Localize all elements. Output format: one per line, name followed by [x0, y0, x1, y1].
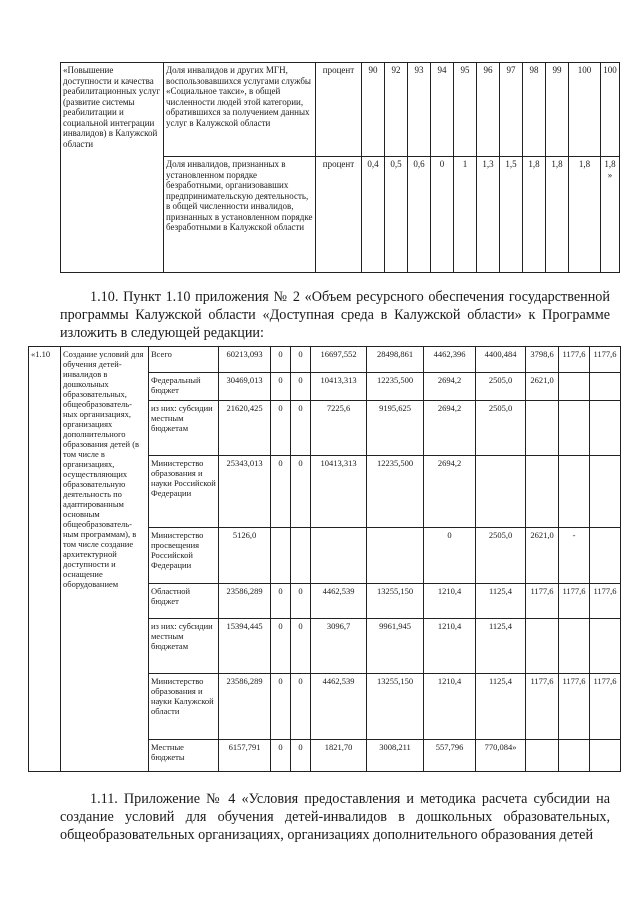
amount-cell: 13255,150 — [367, 674, 424, 740]
amount-cell: 0 — [271, 373, 291, 401]
amount-cell — [559, 456, 590, 528]
amount-cell: 0 — [291, 456, 311, 528]
amount-cell: 1125,4 — [476, 619, 526, 674]
amount-cell: 12235,500 — [367, 373, 424, 401]
amount-cell: 23586,289 — [219, 674, 271, 740]
amount-cell — [526, 619, 559, 674]
measure-description: Создание условий для обучения детей-инвалидов в дошкольных образовательных, общеобразователь-ных организациях, организациях дополнительного образования детей (в том числе в организациях, осуществляющих образовательную деятельность по адаптированным основным общеобразователь-ным программам), в том числе создание архитектурной доступности и оснащение оборудованием — [61, 347, 149, 772]
unit-cell: процент — [316, 157, 362, 273]
amount-cell — [590, 528, 621, 584]
value-cell: 0,6 — [408, 157, 431, 273]
value-cell: 1,8 — [569, 157, 601, 273]
indicator-name: Доля инвалидов, признанных в установленном порядке безработными, организовавших предпринимательскую деятельность, в общей численности инвалидов, признанных в установленном порядке безработными в Калужской области — [164, 157, 316, 273]
value-cell: 1,8» — [601, 157, 620, 273]
amount-cell: 9195,625 — [367, 401, 424, 456]
amount-cell: 1177,6 — [526, 674, 559, 740]
value-cell: 1,8 — [546, 157, 569, 273]
amount-cell — [559, 401, 590, 456]
amount-cell: 15394,445 — [219, 619, 271, 674]
value-cell: 96 — [477, 63, 500, 157]
amount-cell: 1210,4 — [424, 674, 476, 740]
item-number: «1.10 — [29, 347, 61, 772]
amount-cell: 1177,6 — [526, 584, 559, 619]
table-row — [61, 63, 620, 157]
amount-cell: 5126,0 — [219, 528, 271, 584]
amount-cell — [311, 528, 367, 584]
amount-cell: 770,084» — [476, 740, 526, 772]
paragraph-1-11: 1.11. Приложение № 4 «Условия предоставления и методика расчета субсидии на создание условий для обучения детей-инвалидов в дошкольных образовательных, общеобразовательных организациях, организациях дополнительного образования детей — [60, 791, 610, 843]
amount-cell: 3096,7 — [311, 619, 367, 674]
program-group-label: «Повышение доступности и качества реабилитационных услуг (развитие системы реабилитации и социальной интеграции инвалидов) в Калужской области — [61, 63, 164, 273]
amount-cell — [291, 528, 311, 584]
amount-cell — [559, 619, 590, 674]
value-cell: 98 — [523, 63, 546, 157]
amount-cell — [590, 619, 621, 674]
resource-table — [28, 346, 621, 772]
amount-cell: 2694,2 — [424, 401, 476, 456]
value-cell: 94 — [431, 63, 454, 157]
amount-cell: 10413,313 — [311, 373, 367, 401]
value-cell: 0 — [431, 157, 454, 273]
value-cell: 92 — [385, 63, 408, 157]
amount-cell: 2505,0 — [476, 528, 526, 584]
funding-source: Областной бюджет — [149, 584, 219, 619]
amount-cell: 0 — [271, 619, 291, 674]
amount-cell — [271, 528, 291, 584]
amount-cell — [367, 528, 424, 584]
amount-cell: - — [559, 528, 590, 584]
funding-source: из них: субсидии местным бюджетам — [149, 619, 219, 674]
amount-cell — [526, 456, 559, 528]
funding-source: Министерство образования и науки Калужской области — [149, 674, 219, 740]
amount-cell: 0 — [424, 528, 476, 584]
amount-cell: 7225,6 — [311, 401, 367, 456]
value-cell: 90 — [362, 63, 385, 157]
amount-cell: 23586,289 — [219, 584, 271, 619]
value-cell: 1,8 — [523, 157, 546, 273]
amount-cell: 0 — [291, 347, 311, 373]
amount-cell: 0 — [291, 619, 311, 674]
amount-cell — [559, 740, 590, 772]
amount-cell: 0 — [271, 347, 291, 373]
amount-cell: 21620,425 — [219, 401, 271, 456]
amount-cell: 1177,6 — [559, 674, 590, 740]
amount-cell: 10413,313 — [311, 456, 367, 528]
value-cell: 0,5 — [385, 157, 408, 273]
amount-cell: 0 — [271, 456, 291, 528]
amount-cell: 2621,0 — [526, 528, 559, 584]
amount-cell: 0 — [291, 373, 311, 401]
amount-cell: 1821,70 — [311, 740, 367, 772]
amount-cell: 4462,396 — [424, 347, 476, 373]
amount-cell: 13255,150 — [367, 584, 424, 619]
amount-cell: 0 — [271, 674, 291, 740]
value-cell: 1,5 — [500, 157, 523, 273]
amount-cell: 0 — [271, 740, 291, 772]
amount-cell: 60213,093 — [219, 347, 271, 373]
amount-cell: 2505,0 — [476, 373, 526, 401]
unit-cell: процент — [316, 63, 362, 157]
amount-cell: 2694,2 — [424, 456, 476, 528]
amount-cell: 0 — [271, 401, 291, 456]
amount-cell: 1210,4 — [424, 619, 476, 674]
indicator-name: Доля инвалидов и других МГН, воспользовавшихся услугами службы «Социальное такси», в общей численности людей этой категории, обратившихся за получением данных услуг в Калужской области — [164, 63, 316, 157]
value-cell: 95 — [454, 63, 477, 157]
amount-cell: 0 — [271, 584, 291, 619]
amount-cell: 2621,0 — [526, 373, 559, 401]
value-cell: 99 — [546, 63, 569, 157]
amount-cell: 0 — [291, 401, 311, 456]
amount-cell — [526, 740, 559, 772]
amount-cell: 30469,013 — [219, 373, 271, 401]
value-cell: 100 — [601, 63, 620, 157]
amount-cell: 0 — [291, 674, 311, 740]
paragraph-1-10: 1.10. Пункт 1.10 приложения № 2 «Объем ресурсного обеспечения государственной программы Калужской области «Доступная среда в Калужской области» к Программе изложить в следующей редакции: — [60, 289, 610, 341]
amount-cell — [526, 401, 559, 456]
amount-cell — [590, 401, 621, 456]
amount-cell: 0 — [291, 584, 311, 619]
amount-cell: 1177,6 — [559, 584, 590, 619]
amount-cell: 557,796 — [424, 740, 476, 772]
table-row — [29, 347, 621, 373]
value-cell: 1 — [454, 157, 477, 273]
amount-cell — [559, 373, 590, 401]
amount-cell — [476, 456, 526, 528]
indicators-table — [60, 62, 620, 273]
amount-cell: 9961,945 — [367, 619, 424, 674]
value-cell: 1,3 — [477, 157, 500, 273]
amount-cell: 3798,6 — [526, 347, 559, 373]
funding-source: Всего — [149, 347, 219, 373]
amount-cell: 4462,539 — [311, 674, 367, 740]
amount-cell: 0 — [291, 740, 311, 772]
value-cell: 0,4 — [362, 157, 385, 273]
amount-cell: 1210,4 — [424, 584, 476, 619]
amount-cell: 2694,2 — [424, 373, 476, 401]
amount-cell: 25343,013 — [219, 456, 271, 528]
amount-cell: 6157,791 — [219, 740, 271, 772]
amount-cell: 3008,211 — [367, 740, 424, 772]
funding-source: из них: субсидии местным бюджетам — [149, 401, 219, 456]
funding-source: Местные бюджеты — [149, 740, 219, 772]
amount-cell — [590, 456, 621, 528]
amount-cell — [590, 373, 621, 401]
amount-cell: 4400,484 — [476, 347, 526, 373]
value-cell: 97 — [500, 63, 523, 157]
amount-cell — [590, 740, 621, 772]
amount-cell: 1177,6 — [559, 347, 590, 373]
amount-cell: 1125,4 — [476, 584, 526, 619]
amount-cell: 4462,539 — [311, 584, 367, 619]
amount-cell: 1177,6 — [590, 347, 621, 373]
amount-cell: 1177,6 — [590, 674, 621, 740]
funding-source: Федеральный бюджет — [149, 373, 219, 401]
value-cell: 93 — [408, 63, 431, 157]
funding-source: Министерство образования и науки Российской Федерации — [149, 456, 219, 528]
amount-cell: 2505,0 — [476, 401, 526, 456]
value-cell: 100 — [569, 63, 601, 157]
amount-cell: 16697,552 — [311, 347, 367, 373]
amount-cell: 1177,6 — [590, 584, 621, 619]
amount-cell: 28498,861 — [367, 347, 424, 373]
amount-cell: 12235,500 — [367, 456, 424, 528]
amount-cell: 1125,4 — [476, 674, 526, 740]
funding-source: Министерство просвещения Российской Федерации — [149, 528, 219, 584]
